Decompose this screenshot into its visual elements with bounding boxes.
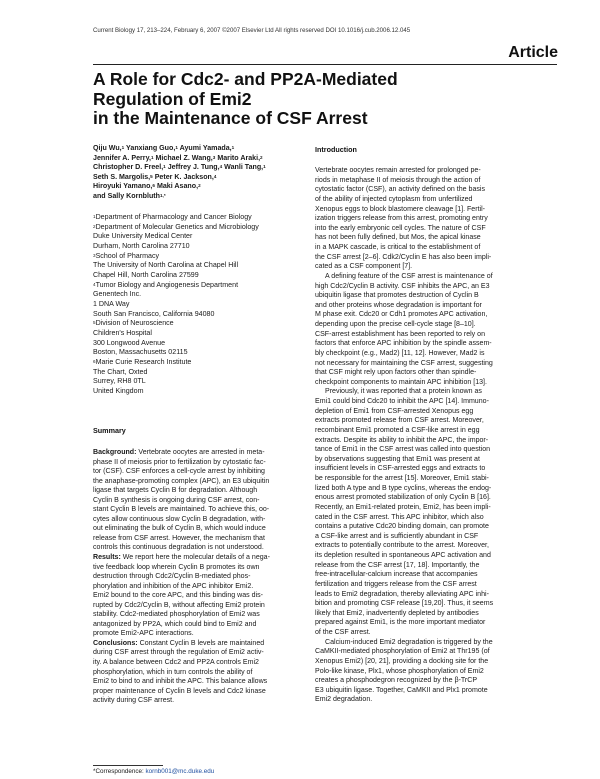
affiliation-text: Marie Curie Research Institute <box>95 357 192 366</box>
intro-line: factors that enforce APC inhibition by the spindle assem- <box>315 340 492 348</box>
affiliation-text: Surrey, RH8 0TL <box>93 377 146 386</box>
summary-text: release from CSF arrest. However, the mechanism that <box>93 534 265 542</box>
author-name: Christopher D. Freel, <box>93 163 164 172</box>
affiliation-marker: 5 <box>93 320 96 326</box>
intro-line: CaMKII-mediated phosphorylation of Emi2 at Thr195 (of <box>315 648 490 656</box>
affiliation-marker: 1 <box>93 214 96 219</box>
author-line <box>93 182 303 192</box>
affiliation-line <box>93 368 303 378</box>
author-affiliation-marker: 4 <box>213 173 217 179</box>
affiliation-text: Department of Pharmacology and Cancer Biology <box>95 213 252 221</box>
intro-line: insufficient levels in CSF-arrested eggs and extracts to <box>315 465 486 473</box>
author-name: Michael Z. Wang, <box>153 153 213 162</box>
affiliation-line <box>93 213 303 223</box>
article-type-label: Article <box>508 44 558 61</box>
summary-line <box>93 677 303 687</box>
intro-line: release from the CSF arrest [17, 18]. Importantly, the <box>315 561 480 569</box>
summary-text: controls this continuous degradation is not understood. <box>93 544 264 552</box>
intro-line: Calcium-induced Emi2 degradation is triggered by the <box>325 638 493 646</box>
journal-citation: Current Biology 17, 213–224, February 6, 2007 ©2007 Elsevier Ltd All rights reserved DOI 10.1016/j.cub.2006.12.045 <box>93 27 411 34</box>
affiliation-line <box>93 339 303 349</box>
intro-line: tance of Emi1 in the CSF arrest was called into question <box>315 446 491 454</box>
summary-text: the anaphase-promoting complex (APC), an E3 ubiquitin <box>93 477 270 485</box>
summary-text: stant Cyclin B levels are maintained. To achieve this, oo- <box>93 506 270 514</box>
summary-text: promote Emi2-APC interactions. <box>93 630 194 638</box>
title-line: in the Maintenance of CSF Arrest <box>93 108 368 129</box>
affiliation-line <box>93 377 303 387</box>
intro-line: Xenopus Emi2) [20, 21], providing a docking site for the <box>315 657 489 665</box>
author-name: Jennifer A. Perry, <box>93 153 151 162</box>
intro-line: Recently, an Emi1-related protein, Emi2, has been impli- <box>315 503 491 511</box>
author-affiliation-marker: 6 <box>152 183 155 189</box>
summary-line <box>93 496 303 506</box>
affiliation-marker: 6 <box>93 358 96 364</box>
affiliation-line <box>93 319 303 329</box>
author-affiliation-marker: 1,* <box>160 192 166 198</box>
affiliation-text: Duke University Medical Center <box>93 232 193 241</box>
intro-line: and other proteins whose degradation is important for <box>315 301 482 309</box>
intro-paragraph <box>315 387 545 637</box>
author-line <box>93 192 303 202</box>
intro-line: Vertebrate oocytes remain arrested for prolonged pe- <box>315 167 481 174</box>
summary-line <box>93 458 303 468</box>
intro-line: cated in the CSF arrest. This APC inhibitor, which also <box>315 513 484 521</box>
affiliation-line <box>93 310 303 320</box>
summary-line <box>93 696 303 706</box>
article-title <box>93 70 513 129</box>
author-name: Jeffrey J. Tung, <box>165 163 220 172</box>
title-line: Regulation of Emi2 <box>93 88 252 109</box>
affiliations <box>93 213 303 396</box>
author-name: Marito Araki, <box>215 153 261 162</box>
summary-text: tive feedback loop wherein Cyclin B promotes its own <box>93 563 260 571</box>
author-line <box>93 173 303 183</box>
author-name: Yanxiang Guo, <box>124 144 176 152</box>
intro-line: E3 ubiquitin ligase. Together, CaMKII and Plx1 promote <box>315 686 488 694</box>
summary-text: proper maintenance of Cyclin B levels and Cdc2 kinase <box>93 687 266 695</box>
summary-line <box>93 668 303 678</box>
intro-line: enous arrest promoted stabilization of only Cyclin B [16]. <box>315 494 491 502</box>
author-affiliation-marker: 4 <box>219 164 223 170</box>
intro-line: Previously, it was reported that a protein known as <box>325 388 482 396</box>
affiliation-text: The University of North Carolina at Chapel Hill <box>93 261 239 270</box>
summary-line <box>93 601 303 611</box>
intro-line: extracts. Despite its ability to inhibit the APC, the impor- <box>315 436 489 444</box>
intro-paragraph <box>315 166 545 272</box>
title-line: A Role for Cdc2- and PP2A-Mediated <box>93 69 398 89</box>
introduction-heading: Introduction <box>315 145 357 154</box>
intro-line: prepared against Emi1, is the more important mediator <box>315 619 486 627</box>
correspondence-label: *Correspondence: <box>93 768 146 775</box>
author-affiliation-marker: 1 <box>121 145 125 150</box>
intro-line: recombinant Emi1 promoted a CSF-like arrest in egg <box>315 426 480 434</box>
intro-line: ubiquitin ligase that promotes destruction of Cyclin B <box>315 292 479 300</box>
author-list <box>93 144 303 202</box>
summary-subheading: Background: <box>93 449 137 456</box>
author-name: Maki Asano, <box>154 182 199 191</box>
intro-line: creates a phosphodegron recognized by the β-TrCP <box>315 677 478 685</box>
author-line <box>93 154 303 164</box>
affiliation-line <box>93 271 303 281</box>
author-name: Qiju Wu, <box>93 144 122 152</box>
summary-line <box>93 658 303 668</box>
author-affiliation-marker: 1 <box>263 164 266 170</box>
affiliation-line <box>93 290 303 300</box>
affiliation-line <box>93 252 303 262</box>
affiliation-line <box>93 242 303 252</box>
affiliation-text: Genentech Inc. <box>93 290 142 299</box>
summary-line <box>93 572 303 582</box>
summary-line <box>93 687 303 697</box>
summary-text: Emi2 to bind to and inhibit the APC. This balance allows <box>93 678 268 686</box>
summary-text: Vertebrate oocytes are arrested in meta- <box>136 449 265 456</box>
intro-line: ization triggers release from this arrest, promoting entry <box>315 215 488 223</box>
author-affiliation-marker: 1 <box>231 145 235 150</box>
summary-line <box>93 505 303 515</box>
affiliation-line <box>93 387 303 397</box>
intro-line: checkpoint components to maintain APC inhibition [13]. <box>315 378 487 386</box>
summary-text: phorylation and inhibition of the APC inhibitor Emi2. <box>93 582 254 590</box>
author-name: Peter K. Jackson, <box>152 172 214 181</box>
affiliation-line <box>93 329 303 339</box>
summary-line <box>93 563 303 573</box>
summary-heading: Summary <box>93 426 126 435</box>
intro-line: fertilization and triggers release from the CSF arrest <box>315 580 477 588</box>
summary-text: rupted by Cdc2/Cyclin B, without affecting Emi2 protein <box>93 601 265 609</box>
affiliation-line <box>93 358 303 368</box>
intro-line: Emi1 could bind Cdc20 to inhibit the APC [14]. Immuno- <box>315 398 489 405</box>
summary-line <box>93 629 303 639</box>
intro-line: Emi2 degradation. <box>315 696 373 704</box>
intro-line: bly checkpoint (e.g., Mad2) [11, 12]. However, Mad2 is <box>315 349 485 357</box>
intro-line: depletion of Emi1 from CSF-arrested Xenopus egg <box>315 407 474 415</box>
affiliation-text: Department of Molecular Genetics and Microbiology <box>95 222 259 231</box>
author-affiliation-marker: 1 <box>175 145 178 150</box>
footnote-rule <box>93 765 163 766</box>
summary-line <box>93 448 303 458</box>
intro-line: likely that Emi2, inadvertently depleted by antibodies <box>315 609 479 617</box>
intro-line: in a MAPK cascade, is critical to the establishment of <box>315 244 481 251</box>
affiliation-text: The Chart, Oxted <box>93 367 148 376</box>
author-name: Hiroyuki Yamano, <box>93 182 153 191</box>
intro-paragraph <box>315 638 545 705</box>
affiliation-line <box>93 223 303 233</box>
summary-line <box>93 486 303 496</box>
affiliation-marker: 3 <box>93 252 96 258</box>
author-affiliation-marker: 5 <box>150 173 153 179</box>
summary-text: during CSF arrest through the regulation of Emi2 activ- <box>93 649 264 657</box>
affiliation-text: United Kingdom <box>93 386 144 395</box>
summary-line <box>93 524 303 534</box>
intro-line: its depletion resulted in spontaneous APC activation and <box>315 552 491 559</box>
intro-line: extracts to potentially contribute to the arrest. Moreover, <box>315 542 489 550</box>
intro-line: M phase exit. Cdc20 or Cdh1 promotes APC activation, <box>315 311 488 319</box>
intro-line: has not been fully defined, but Mos, the apical kinase <box>315 234 481 242</box>
summary-line <box>93 648 303 658</box>
intro-paragraph <box>315 272 545 388</box>
affiliation-text: Tumor Biology and Angiogenesis Department <box>95 280 239 289</box>
author-name: Ayumi Yamada, <box>177 144 232 152</box>
summary-line <box>93 582 303 592</box>
summary-line <box>93 553 303 563</box>
intro-line: A defining feature of the CSF arrest is maintenance of <box>325 272 493 280</box>
affiliation-text: 1 DNA Way <box>93 299 130 308</box>
affiliation-marker: 4 <box>93 281 96 287</box>
author-affiliation-marker: 3 <box>212 154 216 160</box>
intro-line: extracts promoted release from CSF arrest. Moreover, <box>315 417 484 425</box>
summary-text: cytes allow continuous slow Cyclin B degradation, with- <box>93 515 266 523</box>
affiliation-marker: 2 <box>93 223 96 229</box>
intro-line: into the early embryonic cell cycles. The nature of CSF <box>315 224 486 232</box>
intro-line: contains a putative Cdc20 binding domain, can promote <box>315 523 489 531</box>
intro-line: bition and promoting CSF release [19,20]. Thus, it seems <box>315 600 494 608</box>
correspondence-email-link[interactable]: kornb001@mc.duke.edu <box>145 768 215 775</box>
author-affiliation-marker: 2 <box>260 154 263 160</box>
correspondence-note <box>93 768 214 775</box>
summary-line <box>93 515 303 525</box>
summary-body <box>93 448 303 706</box>
intro-line: cytostatic factor (CSF), an activity defined on the basis <box>315 186 485 194</box>
summary-text: destruction through Cdc2/Cyclin B-mediated phos- <box>93 573 251 581</box>
intro-line: that CSF might rely upon factors other than spindle- <box>315 369 477 377</box>
summary-text: We report here the molecular details of a nega- <box>120 554 270 562</box>
intro-line: of the CSF arrest. <box>315 629 371 636</box>
affiliation-text: Children's Hospital <box>93 328 152 337</box>
intro-line: free-intracellular-calcium increase that accompanies <box>315 571 478 579</box>
intro-line: lized both A type and B type cyclins, whereas the endog- <box>315 484 492 492</box>
affiliation-text: School of Pharmacy <box>95 251 160 260</box>
author-affiliation-marker: 2 <box>198 183 201 189</box>
affiliation-text: 300 Longwood Avenue <box>93 338 166 347</box>
summary-text: stability. Cdc2-mediated phosphorylation of Emi2 was <box>93 611 260 619</box>
affiliation-text: South San Francisco, California 94080 <box>93 309 215 318</box>
summary-line <box>93 620 303 630</box>
summary-text: ity. A balance between Cdc2 and PP2A controls Emi2 <box>93 659 259 667</box>
summary-text: phosphorylation, which in turn controls the ability of <box>93 668 253 676</box>
intro-line: be responsible for the arrest [15]. Moreover, Emi1 stabi- <box>315 475 489 482</box>
author-name: and Sally Kornbluth <box>93 191 160 200</box>
affiliation-text: Durham, North Carolina 27710 <box>93 241 190 250</box>
affiliation-text: Chapel Hill, North Carolina 27599 <box>93 270 199 279</box>
intro-line: leads to Emi2 degradation, thereby alleviating APC inhi- <box>315 590 489 598</box>
summary-text: Cyclin B synthesis is ongoing during CSF arrest, con- <box>93 496 260 504</box>
intro-line: a CSF-like arrest and is sufficiently abundant in CSF <box>315 532 479 540</box>
intro-line: high Cdc2/Cyclin B activity. CSF inhibits the APC, an E3 <box>315 282 490 290</box>
summary-text: phase II of meiosis prior to fertilization by cytostatic fac- <box>93 458 266 466</box>
summary-line <box>93 591 303 601</box>
introduction-body <box>315 166 545 705</box>
intro-line: depending upon the precise cell-cycle stage [8–10]. <box>315 321 476 328</box>
summary-line <box>93 610 303 620</box>
author-name: Seth S. Margolis, <box>93 172 151 181</box>
summary-text: tor (CSF). CSF enforces a cell-cycle arrest by inhibiting <box>93 468 265 476</box>
summary-line <box>93 534 303 544</box>
intro-line: cated as a CSF component [7]. <box>315 263 413 271</box>
affiliation-line <box>93 300 303 310</box>
affiliation-line <box>93 232 303 242</box>
summary-subheading: Conclusions: <box>93 639 138 647</box>
affiliation-text: Division of Neuroscience <box>95 319 174 328</box>
author-line <box>93 144 303 154</box>
affiliation-line <box>93 261 303 271</box>
intro-line: Polo-like kinase, Plx1, whose phosphorylation of Emi2 <box>315 667 484 675</box>
summary-line <box>93 639 303 649</box>
intro-line: by observations suggesting that Emi1 was present at <box>315 455 480 463</box>
summary-text: activity during CSF arrest. <box>93 697 175 705</box>
intro-line: Xenopus eggs to block blastomere cleavage [1]. Fertil- <box>315 205 485 213</box>
summary-text: out eliminating the bulk of Cyclin B, which would induce <box>93 525 266 533</box>
intro-line: CSF-arrest establishment has been reported to rely on <box>315 330 485 338</box>
affiliation-line <box>93 281 303 291</box>
summary-text: ligase that targets Cyclin B for degradation. Although <box>93 487 258 495</box>
author-name: Wanli Tang, <box>222 163 264 172</box>
summary-line <box>93 477 303 487</box>
summary-subheading: Results: <box>93 554 121 562</box>
summary-text: antagonized by PP2A, which could bind to Emi2 and <box>93 620 257 628</box>
author-line <box>93 163 303 173</box>
header-rule <box>93 64 557 65</box>
author-affiliation-marker: 1 <box>150 154 154 160</box>
affiliation-text: Boston, Massachusetts 02115 <box>93 348 188 357</box>
intro-line: the CSF arrest [2–6]. Cdk2/Cyclin E has also been impli- <box>315 253 492 261</box>
summary-line <box>93 467 303 477</box>
intro-line: of the ability of injected cytoplasm from unfertilized <box>315 195 473 203</box>
affiliation-line <box>93 348 303 358</box>
summary-line <box>93 543 303 553</box>
intro-line: not necessary for maintaining the CSF arrest, suggesting <box>315 359 493 367</box>
intro-line: riods in metaphase II of meiosis through the action of <box>315 176 481 184</box>
summary-text: Constant Cyclin B levels are maintained <box>137 639 265 647</box>
author-affiliation-marker: 1 <box>163 164 166 170</box>
summary-text: Emi2 bound to the core APC, and this binding was dis- <box>93 592 264 600</box>
